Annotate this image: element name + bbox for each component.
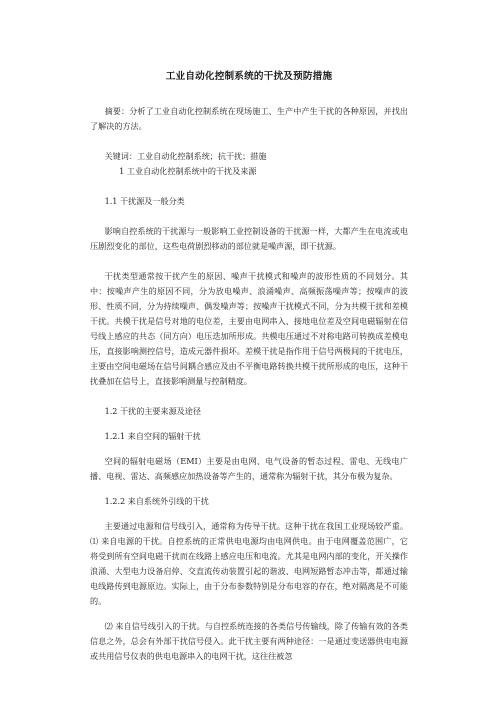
section-1-2-heading: 1.2 干扰的主要来源及途径 <box>104 406 201 416</box>
paragraph-interference-types: 干扰类型通常按干扰产生的原因、噪声干扰模式和噪声的波形性质的不同划分。其中：按噪声产生的原因不同，分为放电噪声、浪涌噪声、高频振荡噪声等；按噪声的波形、性质不同，分为持续噪声、偶发噪声等；按噪声干扰模式不同，分为共模干扰和差模干扰。共模干扰是信号对地的电位差，主要由电网串入、接地电位差及空间电磁辐射在信号线上感应的共态（同方向）电压迭加所形成。共模电压通过不对称电路可转换成差模电压，直接影响测控信号，造成元器件损坏。差模干扰是指作用于信号两极间的干扰电压，主要由空间电磁场在信号间耦合感应及由不平衡电路转换共模干扰所形成的电压，这种干扰叠加在信号上，直接影响测量与控制精度。 <box>90 271 408 386</box>
abstract: 摘要：分析了工业自动化控制系统在现场施工、生产中产生干扰的各种原因，并找出了解决的方法。 <box>90 106 408 131</box>
section-1-2-1-heading: 1.2.1 来自空间的辐射干扰 <box>104 431 201 441</box>
keywords: 关键词：工业自动化控制系统；抗干扰；措施 <box>104 151 267 161</box>
section-1-2-2-heading: 1.2.2 来自系统外引线的干扰 <box>104 496 209 506</box>
paragraph-interference-sources: 影响自控系统的干扰源与一般影响工业控制设备的干扰源一样，大都产生在电流或电压剧烈变化的部位，这些电荷剧烈移动的部位就是噪声源，即干扰源。 <box>90 226 408 251</box>
section-1-1-heading: 1.1 干扰源及一般分类 <box>104 196 185 206</box>
paragraph-conducted-interference: 主要通过电源和信号线引入，通常称为传导干扰。这种干扰在我国工业现场较严重。⑴ 来自电源的干扰。自控系统的正常供电电源均由电网供电。由于电网覆盖范围广，它将受到所有空间电磁干扰而在线路上感应电压和电流。尤其是电网内部的变化，开关操作浪涌、大型电力设备启停、交直流传动装置引起的谐波、电网短路暂态冲击等，都通过输电线路传到电源原边。实际上，由于分布参数特别是分布电容的存在，绝对隔离是不可能的。 <box>90 521 408 606</box>
section-1-heading: 1 工业自动化控制系统中的干扰及来源 <box>119 166 257 176</box>
paragraph-radiation-interference: 空间的辐射电磁场（EMI）主要是由电网、电气设备的暂态过程、雷电、无线电广播、电视、雷达、高频感应加热设备等产生的，通常称为辐射干扰，其分布极为复杂。 <box>90 456 408 481</box>
paragraph-signal-line-interference: ⑵ 来自信号线引入的干扰。与自控系统连接的各类信号传输线，除了传输有效的各类信息之外，总会有外部干扰信号侵入。此干扰主要有两种途径：一是通过变送器供电电源或共用信号仪表的供电电源串入的电网干扰，这往往被忽 <box>90 621 408 661</box>
document-title: 工业自动化控制系统的干扰及预防措施 <box>165 71 333 82</box>
document-body <box>90 62 408 664</box>
